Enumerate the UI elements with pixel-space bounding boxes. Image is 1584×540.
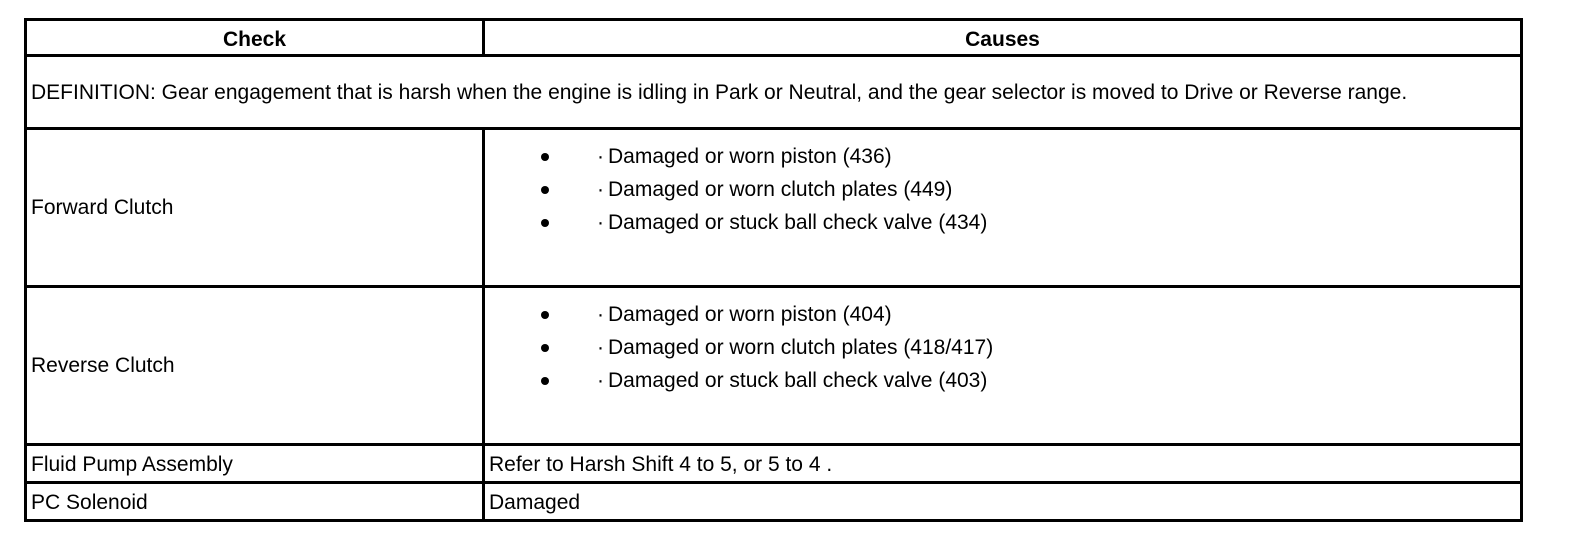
causes-cell: Refer to Harsh Shift 4 to 5, or 5 to 4 . [484,445,1522,483]
list-item [539,206,1516,239]
bullet-icon [541,186,549,194]
definition-text: DEFINITION: Gear engagement that is harsh when the engine is idling in Park or Neutral, and the gear selector is moved to Drive or Reverse range. [26,56,1522,129]
cause-text: Damaged or worn clutch plates (449) [608,178,953,201]
bullet-icon [541,311,549,319]
list-item [539,140,1516,173]
table-row [26,287,1522,445]
bullet-icon [541,377,549,385]
cause-text: Damaged or worn clutch plates (418/417) [608,336,994,359]
causes-cell: Damaged [484,483,1522,521]
table-row [26,129,1522,287]
middot-marker: · [597,178,604,201]
header-row [26,20,1522,56]
cause-text: Damaged or worn piston (436) [608,145,892,168]
middot-marker: · [597,369,604,392]
diagnostic-table [24,18,1523,522]
causes-cell [484,287,1522,445]
definition-row [26,56,1522,129]
middot-marker: · [597,303,604,326]
middot-marker: · [597,211,604,234]
causes-cell [484,129,1522,287]
table-row [26,483,1522,521]
middot-marker: · [597,336,604,359]
table-row [26,445,1522,483]
cause-text: Damaged or stuck ball check valve (434) [608,211,988,234]
check-cell: PC Solenoid [26,483,484,521]
check-cell: Fluid Pump Assembly [26,445,484,483]
check-cell: Forward Clutch [26,129,484,287]
list-item [539,173,1516,206]
list-item [539,298,1516,331]
bullet-icon [541,219,549,227]
list-item [539,364,1516,397]
list-item [539,331,1516,364]
cause-list [489,140,1516,239]
header-causes: Causes [484,20,1522,56]
bullet-icon [541,344,549,352]
cause-text: Damaged or stuck ball check valve (403) [608,369,988,392]
check-cell: Reverse Clutch [26,287,484,445]
bullet-icon [541,153,549,161]
cause-text: Damaged or worn piston (404) [608,303,892,326]
middot-marker: · [597,145,604,168]
cause-list [489,298,1516,397]
header-check: Check [26,20,484,56]
